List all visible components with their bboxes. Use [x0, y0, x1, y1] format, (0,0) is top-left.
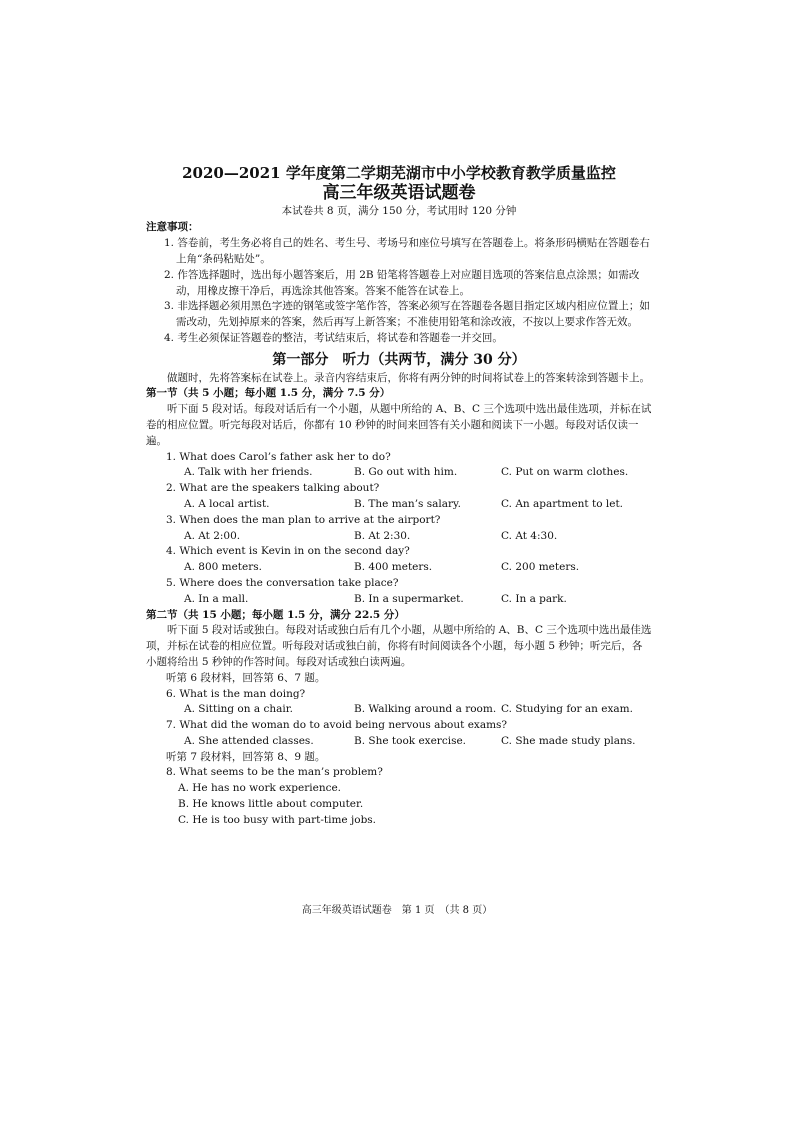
option-a: A. Talk with her friends. [184, 466, 313, 479]
options-6 [146, 702, 652, 718]
question-8: 8. What seems to be the man’s problem? [166, 766, 383, 779]
option-b: B. At 2:30. [354, 529, 411, 542]
option-c: C. Studying for an exam. [501, 703, 633, 716]
option-a: A. He has no work experience. [178, 782, 342, 795]
option-c: C. She made study plans. [501, 734, 636, 747]
options-5 [146, 592, 652, 608]
section2-heading: 第二节（共 15 小题；每小题 1.5 分，满分 22.5 分） [146, 608, 405, 621]
option-c: C. At 4:30. [501, 529, 558, 542]
option-a: A. She attended classes. [184, 734, 314, 747]
exam-title-line1: 2020—2021 学年度第二学期芜湖市中小学校教育教学质量监控 [182, 164, 616, 182]
notice-item: 3. 非选择题必须用黑色字迹的钢笔或签字笔作答，答案必须写在答题卷各题目指定区域内相应位置上；如需改动，先划掉原来的答案，然后再写上新答案；不准使用铅笔和涂改液，不按以上要求作答无效。 [164, 300, 650, 329]
option-a: A. At 2:00. [184, 529, 241, 542]
option-b: B. The man’s salary. [354, 497, 461, 510]
notice-item: 4. 考生必须保证答题卷的整洁，考试结束后，将试卷和答题卷一并交回。 [164, 331, 503, 344]
question-2: 2. What are the speakers talking about? [166, 482, 380, 495]
option-b: B. He knows little about computer. [178, 798, 364, 811]
question-7: 7. What did the woman do to avoid being nervous about exams? [166, 719, 508, 732]
option-c: C. In a park. [501, 592, 567, 605]
exam-subtitle: 本试卷共 8 页，满分 150 分，考试用时 120 分钟 [281, 204, 517, 217]
option-c: C. Put on warm clothes. [501, 466, 629, 479]
option-a: A. In a mall. [184, 592, 249, 605]
page-content [146, 166, 652, 829]
part1-title: 第一部分 听力（共两节，满分 30 分） [272, 351, 526, 368]
option-c: C. He is too busy with part-time jobs. [178, 813, 377, 826]
section2-instructions: 听下面 5 段对话或独白。每段对话或独白后有几个小题，从题中所给的 A、B、C 三个选项中选出最佳选项，并标在试卷的相应位置。听每段对话或独白前，你将有时间阅读各个小题，每小题 5 秒钟；听完后，各小题将给出 5 秒钟的作答时间。每段对话或独白读两遍。 [146, 624, 652, 668]
question-1: 1. What does Carol’s father ask her to do? [166, 450, 391, 463]
notice-heading: 注意事项： [146, 221, 199, 234]
notice-item: 2. 作答选择题时，选出每小题答案后，用 2B 铅笔将答题卷上对应题目选项的答案信息点涂黑；如需改动，用橡皮擦干净后，再选涂其他答案。答案不能答在试卷上。 [164, 268, 640, 297]
options-7 [146, 734, 652, 750]
option-b: B. In a supermarket. [354, 592, 464, 605]
exam-title-line2: 高三年级英语试题卷 [322, 182, 476, 203]
option-b: B. She took exercise. [354, 734, 467, 747]
option-b: B. Go out with him. [354, 466, 458, 479]
option-b: B. 400 meters. [354, 561, 433, 574]
options-4 [146, 560, 652, 576]
option-c: C. An apartment to let. [501, 497, 623, 510]
section1-heading: 第一节（共 5 小题；每小题 1.5 分，满分 7.5 分） [146, 387, 391, 400]
listen-material-6: 听第 6 段材料，回答第 6、7 题。 [166, 671, 326, 684]
notice-item: 1. 答卷前，考生务必将自己的姓名、考生号、考场号和座位号填写在答题卷上。将条形码横贴在答题卷右上角“条码粘贴处”。 [164, 237, 650, 265]
option-a: A. A local artist. [184, 497, 270, 510]
option-b: B. Walking around a room. [354, 703, 497, 716]
question-6: 6. What is the man doing? [166, 687, 306, 700]
listen-material-7: 听第 7 段材料，回答第 8、9 题。 [166, 750, 326, 763]
option-c: C. 200 meters. [501, 561, 580, 574]
part1-intro: 做题时，先将答案标在试卷上。录音内容结束后，你将有两分钟的时间将试卷上的答案转涂到答题卡上。 [167, 371, 650, 384]
question-4: 4. Which event is Kevin in on the second day? [166, 545, 410, 558]
options-1 [146, 465, 652, 481]
options-2 [146, 497, 652, 513]
option-a: A. Sitting on a chair. [184, 703, 293, 716]
options-3 [146, 529, 652, 545]
option-a: A. 800 meters. [184, 561, 262, 574]
question-3: 3. When does the man plan to arrive at the airport? [166, 513, 441, 526]
section1-instructions: 听下面 5 段对话。每段对话后有一个小题，从题中所给的 A、B、C 三个选项中选出最佳选项，并标在试卷的相应位置。听完每段对话后，你都有 10 秒钟的时间来回答有关小题和阅读下一小题。每段对话仅读一遍。 [146, 403, 652, 447]
question-5: 5. Where does the conversation take place? [166, 576, 399, 589]
page-footer: 高三年级英语试题卷 第 1 页 （共 8 页） [301, 905, 493, 916]
